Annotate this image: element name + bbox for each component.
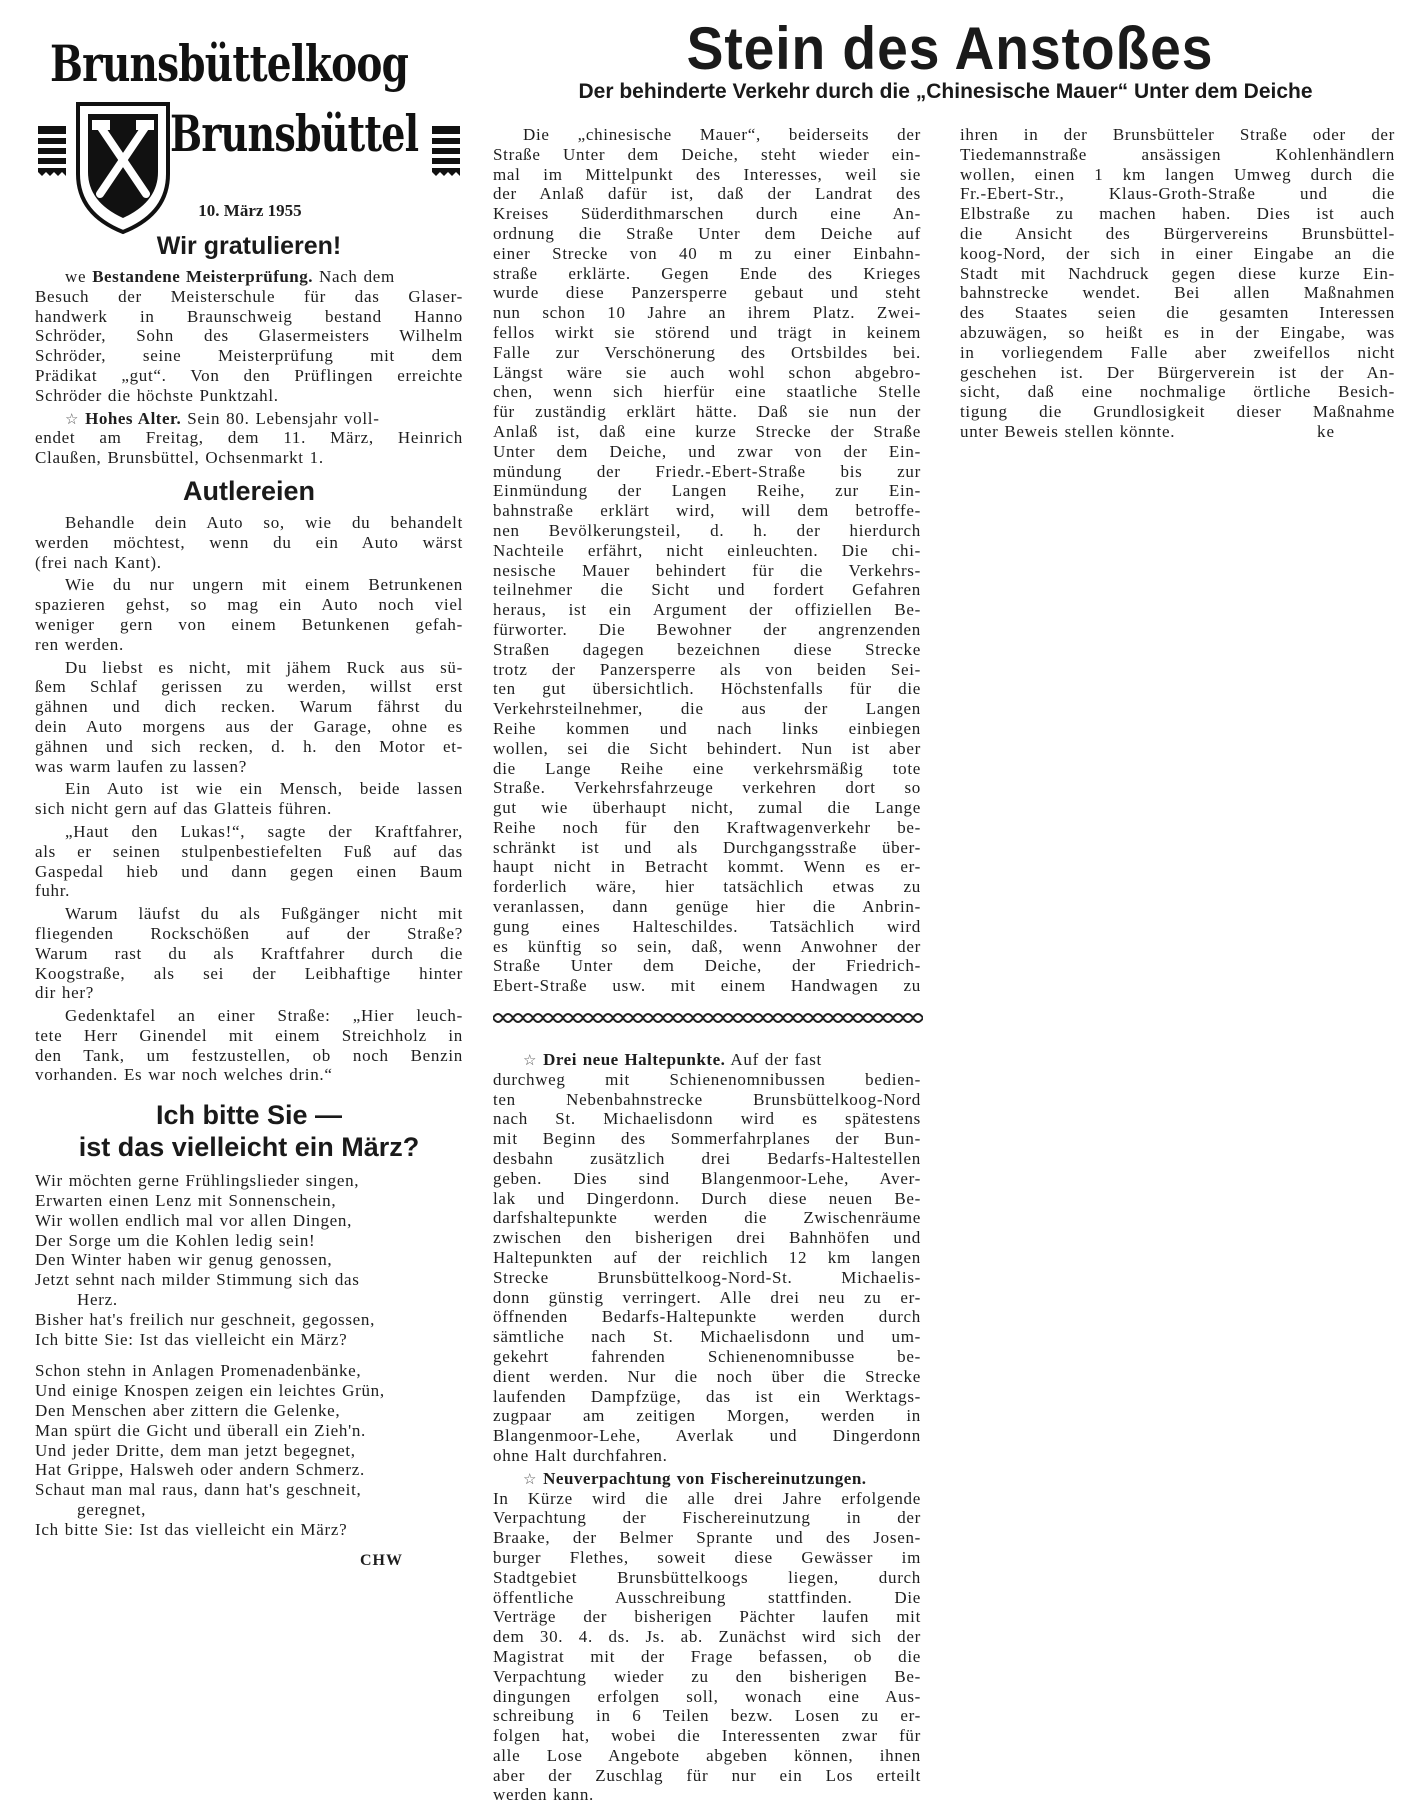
text-line: darfshaltepunkte werden die Zwischenräume xyxy=(493,1208,921,1228)
left-column xyxy=(35,232,463,1570)
text-line: straße erklärte. Gegen Ende des Krieges xyxy=(493,263,921,283)
article-column-2 xyxy=(960,125,1395,445)
paragraph xyxy=(35,1006,463,1085)
text-line: Koogstraße, als sei der Leibhaftige hinter xyxy=(35,963,463,983)
text-line: gut wie überhaupt nicht, zumal die Lange xyxy=(493,798,921,818)
heading-poem-2: ist das vielleicht ein März? xyxy=(78,1132,420,1163)
text-line: die Lange Reihe eine verkehrsmäßig tote xyxy=(493,758,921,778)
text-line: fellos wirkt sie störend und trägt in keinem xyxy=(493,322,921,342)
text-line: gekehrt fahrenden Schienenomnibusse be- xyxy=(493,1346,921,1366)
text-line xyxy=(493,1469,921,1489)
news-lead: Neuverpachtung von Fischereinutzungen. xyxy=(543,1468,867,1488)
text-line: Fr.-Ebert-Str., Klaus-Groth-Straße und die xyxy=(960,184,1395,204)
star-icon: ☆ xyxy=(523,1053,538,1069)
text-line: durchweg mit Schienenomnibussen bedien- xyxy=(493,1069,921,1089)
text-line: Verkehrsteilnehmer, die aus der Langen xyxy=(493,699,921,719)
text-line: Einmündung der Langen Reihe, zur Ein- xyxy=(493,481,921,501)
heading-congratulations: Wir gratulieren! xyxy=(156,232,342,260)
news-text: Auf der fast xyxy=(725,1050,822,1069)
text-line: als er seinen stulpenbestiefelten Fuß auf das xyxy=(35,841,463,861)
text-line: heraus, ist ein Argument der offiziellen Be- xyxy=(493,600,921,620)
text-line: lak und Dingerdonn. Durch diese neuen Be- xyxy=(493,1188,921,1208)
text-line: geschehen ist. Der Bürgerverein ist der An- xyxy=(960,362,1395,382)
text-line: Ein Auto ist wie ein Mensch, beide lassen xyxy=(65,779,463,799)
poem-line: Ich bitte Sie: Ist das vielleicht ein März? xyxy=(35,1329,348,1349)
text-line: der Anlaß dafür ist, daß der Landrat des xyxy=(493,184,921,204)
text-line: einer Strecke von 40 m zu einer Einbahn- xyxy=(493,243,921,263)
text-line: Braake, der Belmer Sprante und des Josen- xyxy=(493,1528,921,1548)
text-line: vorhanden. Es war noch welches drin.“ xyxy=(35,1065,333,1085)
text-line: ihren in der Brunsbütteler Straße oder der xyxy=(960,125,1395,144)
heading-poem-1: Ich bitte Sie — xyxy=(155,1100,343,1131)
text-line: laufenden Dampfzüge, das ist ein Werktags- xyxy=(493,1386,921,1406)
text-line xyxy=(35,409,463,429)
text-line: folgen hat, wobei die Interessenten zwar für xyxy=(493,1726,921,1746)
news-text: Nach dem xyxy=(313,267,395,286)
text-line: Schröder, Sohn des Glasermeisters Wilhelm xyxy=(35,326,463,346)
text-line: Besuch der Meisterschule für das Glaser- xyxy=(35,286,463,306)
text-line: Schröder die höchste Punktzahl. xyxy=(35,385,279,405)
paragraph xyxy=(960,125,1395,442)
text-line: Kreises Süderdithmarschen durch eine An- xyxy=(493,204,921,224)
poem-line: geregnet, xyxy=(77,1500,147,1520)
text-line: gung eines Halteschildes. Tatsächlich wird xyxy=(493,916,921,936)
text-line: gähnen und dich recken. Warum fährst du xyxy=(35,697,463,717)
wavy-divider xyxy=(493,1010,923,1026)
text-line: In Kürze wird die alle drei Jahre erfolgende xyxy=(493,1488,921,1508)
poem-line: Erwarten einen Lenz mit Sonnenschein, xyxy=(35,1191,337,1211)
poem-line: Man spürt die Gicht und überall ein Zieh'n. xyxy=(35,1420,366,1440)
text-line: ordnung die Straße Unter dem Deiche auf xyxy=(493,223,921,243)
text-line: weniger gern von einem Betunkenen gefah- xyxy=(35,614,463,634)
text-line: dingungen erfolgen soll, wonach eine Aus- xyxy=(493,1686,921,1706)
heading-autlereien: Autlereien xyxy=(182,475,316,506)
text-line: forderlich wäre, hier tatsächlich etwas zu xyxy=(493,877,921,897)
text-line: Haltepunkten auf der reichlich 12 km langen xyxy=(493,1247,921,1267)
text-line: Warum läufst du als Fußgänger nicht mit xyxy=(65,904,463,924)
text-line: Verträge der bisherigen Pächter laufen mit xyxy=(493,1607,921,1627)
text-line: wollen, einen 1 km langen Umweg durch die xyxy=(960,164,1395,184)
text-line: abzuwägen, so heißt es in der Eingabe, was xyxy=(960,322,1395,342)
poem-line: Den Menschen aber zittern die Gelenke, xyxy=(35,1401,341,1421)
text-line: öffnenden Bedarfs-Haltepunkte werden durch xyxy=(493,1307,921,1327)
text-line xyxy=(35,267,463,287)
masthead-town-1: Brunsbüttelkoog xyxy=(50,34,409,93)
text-line: tigung die Grundlosigkeit dieser Maßnahme xyxy=(960,402,1395,422)
text-line: Blangenmoor-Lehe, Averlak und Dingerdonn xyxy=(493,1426,921,1446)
text-line: mal im Mittelpunkt des Interesses, weil sie xyxy=(493,164,921,184)
text-line: gähnen und sich recken, d. h. den Motor et- xyxy=(35,736,463,756)
text-line: desbahn zusätzlich drei Bedarfs-Haltestellen xyxy=(493,1148,921,1168)
poem xyxy=(35,1171,463,1539)
text-line: fliegenden Rockschößen auf der Straße? xyxy=(35,923,463,943)
text-line: endet am Freitag, dem 11. März, Heinrich xyxy=(35,428,463,448)
text-line: ßem Schlaf gerissen zu werden, willst erst xyxy=(35,677,463,697)
paragraph xyxy=(35,658,463,777)
text-line: ren werden. xyxy=(35,634,124,654)
text-line: dir her? xyxy=(35,983,94,1003)
text-line: Die „chinesische Mauer“, beiderseits der xyxy=(523,125,921,144)
text-line: Nachteile erfährt, nicht einleuchten. Die chi- xyxy=(493,540,921,560)
text-line: ten gut übersichtlich. Höchstenfalls für die xyxy=(493,679,921,699)
text-line: sich nicht gern auf das Glatteis führen. xyxy=(35,799,332,819)
text-line: was warm laufen zu lassen? xyxy=(35,756,247,776)
text-line: fürworter. Die Bewohner der angrenzenden xyxy=(493,619,921,639)
paragraph xyxy=(493,125,921,996)
text-line: nen Bevölkerungsteil, d. h. der hierdurch xyxy=(493,520,921,540)
text-line xyxy=(960,422,1395,442)
poem-line: Ich bitte Sie: Ist das vielleicht ein März? xyxy=(35,1519,348,1539)
text-line: ten Nebenbahnstrecke Brunsbüttelkoog-Nord xyxy=(493,1089,921,1109)
text-line: Gaspedal hieb und dann gegen einen Baum xyxy=(35,861,463,881)
text-line: tete Herr Ginendel mit einem Streichholz in xyxy=(35,1025,463,1045)
text-line: Straße. Verkehrsfahrzeuge verkehren dort so xyxy=(493,778,921,798)
poem-stanza xyxy=(35,1361,463,1539)
text-line: nach St. Michaelisdonn wird es spätestens xyxy=(493,1109,921,1129)
poem-line: Wir wollen endlich mal vor allen Dingen, xyxy=(35,1210,353,1230)
text-line: Magistrat mit der Frage befassen, ob die xyxy=(493,1646,921,1666)
poem-line: Hat Grippe, Halsweh oder andern Schmerz. xyxy=(35,1460,365,1480)
poem-line: Und einige Knospen zeigen ein leichtes Grün, xyxy=(35,1381,385,1401)
poem-line: Jetzt sehnt nach milder Stimmung sich das xyxy=(35,1270,360,1290)
text-line: spazieren gehst, so mag ein Auto noch viel xyxy=(35,595,463,615)
text-line: trotz der Panzersperre als von beiden Sei- xyxy=(493,659,921,679)
text-line: ohne Halt durchfahren. xyxy=(493,1445,668,1465)
text-line-end: unter Beweis stellen könnte. xyxy=(960,421,1176,441)
text-line: Straße Unter dem Deiche, steht wieder ein- xyxy=(493,144,921,164)
news-lead: Bestandene Meisterprüfung. xyxy=(92,267,314,286)
news-lead: Drei neue Haltepunkte. xyxy=(543,1050,726,1069)
poem-line: Der Sorge um die Kohlen ledig sein! xyxy=(35,1230,316,1250)
poem-line: Schon stehn in Anlagen Promenadenbänke, xyxy=(35,1361,362,1381)
author-initials: we xyxy=(65,267,87,286)
text-line: Straße Unter dem Deiche, der Friedrich- xyxy=(493,956,921,976)
text-line: Unter dem Deiche, und zwar von der Ein- xyxy=(493,441,921,461)
text-line: werden kann. xyxy=(493,1785,594,1805)
text-line: bahnstraße erklärt wird, will dem betroffe- xyxy=(493,501,921,521)
text-line: mündung der Friedr.-Ebert-Straße bis zur xyxy=(493,461,921,481)
paragraph xyxy=(35,779,463,819)
text-line: für zuständig erklärt hätte. Daß sie nun der xyxy=(493,402,921,422)
text-line: Stadtgebiet Brunsbüttelkoogs liegen, durch xyxy=(493,1567,921,1587)
article-title: Stein des Anstoßes xyxy=(686,15,1214,82)
masthead-town-2: Brunsbüttel xyxy=(170,104,419,163)
text-line: bahnstrecke wendet. Bei allen Maßnahmen xyxy=(960,283,1395,303)
text-line: Elbstraße zu machen haben. Dies ist auch xyxy=(960,204,1395,224)
paragraph xyxy=(35,904,463,1003)
text-line: nun schon 10 Jahre an ihrem Platz. Zwei- xyxy=(493,303,921,323)
text-line: Ebert-Straße usw. mit einem Handwagen zu xyxy=(493,976,921,996)
text-line: schränkt ist und als Durchgangsstraße über- xyxy=(493,837,921,857)
text-line: Prädikat „gut“. Von den Prüflingen erreichte xyxy=(35,365,463,385)
text-line: zugpaar am zeitigen Morgen, werden in xyxy=(493,1406,921,1426)
poem-stanza xyxy=(35,1171,463,1349)
text-line: Warum rast du als Kraftfahrer durch die xyxy=(35,943,463,963)
text-line: sicht, daß eine nochmalige örtliche Besich- xyxy=(960,382,1395,402)
poem-line: Den Winter haben wir genug genossen, xyxy=(35,1250,333,1270)
paragraph xyxy=(35,513,463,572)
text-line: aber der Zuschlag für nur ein Los erteilt xyxy=(493,1765,921,1785)
bottom-news xyxy=(493,1050,921,1808)
text-line: sämtliche nach St. Michaelisdonn und um- xyxy=(493,1327,921,1347)
text-line: Anlaß ist, daß eine kurze Strecke der Straße xyxy=(493,421,921,441)
text-line: Verpachtung der Fischereinutzung in der xyxy=(493,1508,921,1528)
text-line: die Ansicht des Bürgervereins Brunsbüttel- xyxy=(960,223,1395,243)
text-line: dem 30. 4. ds. Js. ab. Zunächst wird sich der xyxy=(493,1627,921,1647)
poem-line: Wir möchten gerne Frühlingslieder singen, xyxy=(35,1171,360,1191)
text-line: wurde diese Panzersperre gebaut und steht xyxy=(493,283,921,303)
text-line: nesische Mauer behindert für die Verkehrs- xyxy=(493,560,921,580)
text-line: Wie du nur ungern mit einem Betrunkenen xyxy=(65,575,463,595)
text-line: koog-Nord, der sich in einer Eingabe an die xyxy=(960,243,1395,263)
text-line: Tiedemannstraße ansässigen Kohlenhändlern xyxy=(960,144,1395,164)
text-line: Claußen, Brunsbüttel, Ochsenmarkt 1. xyxy=(35,448,324,468)
autlereien-text xyxy=(35,513,463,1085)
text-line: Stadt mit Nachdruck gegen diese kurze Ein- xyxy=(960,263,1395,283)
text-line: veranlassen, dann genüge hier die Anbrin- xyxy=(493,897,921,917)
paragraph xyxy=(35,575,463,654)
text-line: mit Beginn des Sommerfahrplanes der Bun- xyxy=(493,1129,921,1149)
news-item xyxy=(35,267,463,406)
text-line: chen, wenn sich hierfür eine staatliche Stelle xyxy=(493,382,921,402)
poem-line: Und jeder Dritte, dem man jetzt begegnet, xyxy=(35,1440,356,1460)
poem-line: Herz. xyxy=(77,1290,118,1310)
news-text: Sein 80. Lebensjahr voll- xyxy=(181,408,380,428)
text-line: teilnehmer die Sicht und fordert Gefahren xyxy=(493,580,921,600)
text-line: Gedenktafel an einer Straße: „Hier leuch- xyxy=(65,1006,463,1026)
text-line: Schröder, seine Meisterprüfung mit dem xyxy=(35,346,463,366)
text-line: geben. Dies sind Blangenmoor-Lehe, Aver- xyxy=(493,1168,921,1188)
text-line: in vorliegendem Falle aber zweifellos nicht xyxy=(960,342,1395,362)
text-line: Strecke Brunsbüttelkoog-Nord-St. Michaelis- xyxy=(493,1267,921,1287)
news-lead: Hohes Alter. xyxy=(85,408,182,428)
text-line: zwischen den bisherigen drei Bahnhöfen und xyxy=(493,1228,921,1248)
author-signature: ke xyxy=(1316,421,1335,441)
text-line: donn günstig verringert. Alle drei neu zu er- xyxy=(493,1287,921,1307)
text-line xyxy=(493,1050,921,1070)
text-line: Reihe kommen und nach links einbiegen xyxy=(493,718,921,738)
article-subtitle: Der behinderte Verkehr durch die „Chinesische Mauer“ Unter dem Deiche xyxy=(578,80,1313,103)
text-line: schreibung in 6 Teilen bezw. Losen zu er- xyxy=(493,1706,921,1726)
text-line: burger Flethes, soweit diese Gewässer im xyxy=(493,1547,921,1567)
issue-date: 10. März 1955 xyxy=(198,201,302,220)
text-line: haupt nicht in Betracht kommt. Wenn es er- xyxy=(493,857,921,877)
text-line: des Staates seien die gesamten Interessen xyxy=(960,303,1395,323)
text-line: handwerk in Braunschweig bestand Hanno xyxy=(35,306,463,326)
text-line: alle Lose Angebote abgeben können, ihnen xyxy=(493,1745,921,1765)
text-line: Verpachtung wieder zu den bisherigen Be- xyxy=(493,1666,921,1686)
text-line: Behandle dein Auto so, wie du behandelt xyxy=(65,512,463,532)
text-line: (frei nach Kant). xyxy=(35,552,162,572)
star-icon: ☆ xyxy=(65,411,80,428)
local-news xyxy=(35,267,463,468)
news-item xyxy=(35,409,463,468)
text-line: es künftig so sein, daß, wenn Anwohner der xyxy=(493,936,921,956)
poem-signature: CHW xyxy=(360,1551,403,1569)
text-line: dein Auto morgens aus der Garage, ohne es xyxy=(35,716,463,736)
text-line: Du liebst es nicht, mit jähem Ruck aus sü- xyxy=(65,657,463,677)
text-line: werden möchtest, wenn du ein Auto wärst xyxy=(35,532,463,552)
text-line: „Haut den Lukas!“, sagte der Kraftfahrer, xyxy=(65,821,463,841)
news-item xyxy=(493,1050,921,1466)
text-line: Längst wäre sie auch wohl schon abgebro- xyxy=(493,362,921,382)
text-line: den Tank, um festzustellen, ob noch Benzin xyxy=(35,1045,463,1065)
news-item xyxy=(493,1469,921,1806)
star-icon: ☆ xyxy=(523,1471,538,1488)
text-line: Reihe noch für den Kraftwagenverkehr be- xyxy=(493,817,921,837)
ornament-bars-icon xyxy=(432,126,462,178)
text-line: fuhr. xyxy=(35,881,71,901)
text-line: dient werden. Nur die noch über die Strecke xyxy=(493,1366,921,1386)
text-line: Straßen dagegen bezeichnen diese Strecke xyxy=(493,639,921,659)
article-column-1 xyxy=(493,125,921,999)
text-line: Falle zur Verschönerung des Ortsbildes bei. xyxy=(493,342,921,362)
paragraph xyxy=(35,822,463,901)
text-line: wollen, sei die Sicht behindert. Nun ist aber xyxy=(493,738,921,758)
text-line: öffentliche Ausschreibung stattfinden. Die xyxy=(493,1587,921,1607)
poem-line: Schaut man mal raus, dann hat's geschneit, xyxy=(35,1480,362,1500)
poem-line: Bisher hat's freilich nur geschneit, gegossen, xyxy=(35,1309,376,1329)
